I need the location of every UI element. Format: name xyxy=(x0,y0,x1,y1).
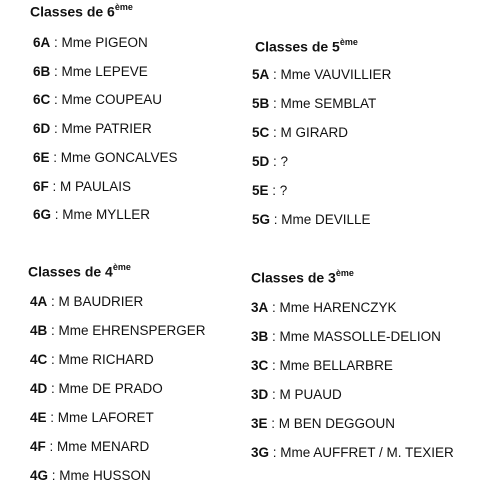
list-item: 6G : Mme MYLLER xyxy=(33,207,151,222)
list-item: 3A : Mme HARENCZYK xyxy=(251,300,397,315)
list-item: 4F : Mme MENARD xyxy=(30,439,150,454)
list-item: 4G : Mme HUSSON xyxy=(30,468,151,483)
list-item: 4E : Mme LAFORET xyxy=(30,410,154,425)
list-item: 3D : M PUAUD xyxy=(251,387,342,402)
list-item: 6D : Mme PATRIER xyxy=(33,121,152,136)
section-title: Classes de 6ème xyxy=(30,2,133,20)
list-item: 6A : Mme PIGEON xyxy=(33,35,148,50)
list-item: 6E : Mme GONCALVES xyxy=(33,150,178,165)
section-title: Classes de 4ème xyxy=(28,262,131,280)
list-item: 5D : ? xyxy=(252,154,289,169)
list-item: 4C : Mme RICHARD xyxy=(30,352,154,367)
list-item: 5A : Mme VAUVILLIER xyxy=(252,67,392,82)
list-item: 6F : M PAULAIS xyxy=(33,179,132,194)
list-item: 4D : Mme DE PRADO xyxy=(30,381,163,396)
list-item: 6B : Mme LEPEVE xyxy=(33,64,148,79)
list-item: 3E : M BEN DEGGOUN xyxy=(251,416,396,431)
list-item: 5C : M GIRARD xyxy=(252,125,349,140)
list-item: 5E : ? xyxy=(252,183,288,198)
list-item: 5B : Mme SEMBLAT xyxy=(252,96,377,111)
section-title: Classes de 5ème xyxy=(255,37,358,55)
list-item: 5G : Mme DEVILLE xyxy=(252,212,371,227)
list-item: 6C : Mme COUPEAU xyxy=(33,92,163,107)
section-title: Classes de 3ème xyxy=(251,268,354,286)
list-item: 3G : Mme AUFFRET / M. TEXIER xyxy=(251,445,454,460)
list-item: 3C : Mme BELLARBRE xyxy=(251,358,393,373)
list-item: 3B : Mme MASSOLLE-DELION xyxy=(251,329,441,344)
list-item: 4A : M BAUDRIER xyxy=(30,294,144,309)
list-item: 4B : Mme EHRENSPERGER xyxy=(30,323,206,338)
